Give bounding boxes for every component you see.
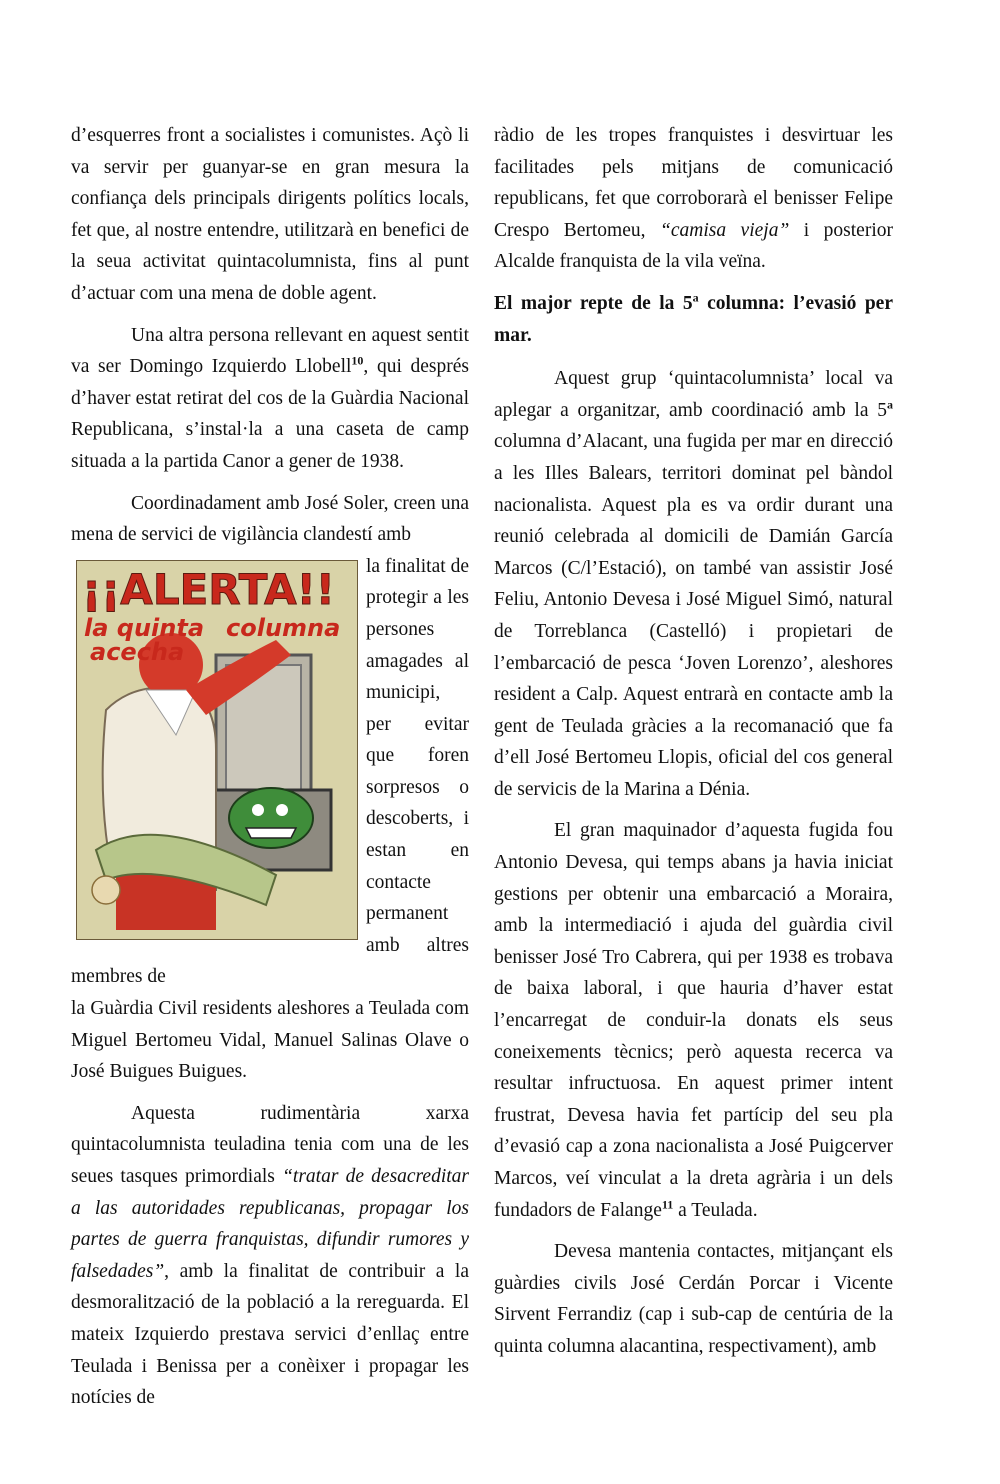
poster-image [76, 560, 358, 940]
paragraph-text: , amb la finalitat de contribuir a la desmoralització de la població a la rereguarda. El mateix Izquierdo prestava servici d’enllaç entre Teulada i Benissa per a conèixer i propagar les notícies de [71, 1260, 469, 1409]
paragraph-text: ràdio de les tropes franquistes i desvirtuar les facilitades pels mitjans de comunicació republicans, fet que corroborarà el benisser Felipe Crespo Bertomeu, [494, 125, 893, 241]
quinta-columna-poster-illustration [76, 560, 358, 940]
poster-subtitle: acecha [90, 637, 185, 666]
paragraph [494, 815, 893, 1226]
poster-title: ¡¡ALERTA!! [82, 564, 335, 614]
section-heading [494, 288, 893, 351]
paragraph: d’esquerres front a socialistes i comunistes. Açò li va servir per guanyar-se en gran mesura la confiança dels principals dirigents polítics locals, fet que, al nostre entendre, utilitzarà en benefici de la seua activitat quintacolumnista, fins al punt d’actuar com una mena de doble agent. [71, 125, 469, 304]
paragraph-text: a Teulada. [673, 1199, 758, 1221]
paragraph [494, 363, 893, 805]
heading-text: El major repte de la 5 [494, 292, 693, 314]
wrapped-text: la finalitat de protegir a les persones amagades al municipi, per evitar que foren sorpresos o descoberts, i estan en contacte permanent amb altres membres de [71, 555, 469, 988]
footnote-ref[interactable]: 10 [351, 353, 364, 368]
paragraph: Coordinadament amb José Soler, creen una mena de servici de vigilància clandestí amb [71, 492, 469, 546]
paragraph [494, 120, 893, 278]
heading-text: columna: l’evasió per mar. [494, 292, 893, 346]
paragraph-text: Aquesta rudimentària xarxa quintacolumnista teuladina tenia com una de les seues tasques primordials [71, 1102, 469, 1187]
paragraph [71, 320, 469, 478]
paragraph [71, 1098, 469, 1414]
poster-subtitle: la quinta [84, 613, 205, 642]
paragraph-text: El gran maquinador d’aquesta fugida fou Antonio Devesa, qui temps abans ja havia iniciat gestions per obtenir una embarcació a Moraira, amb la intermediació i ajuda del guàrdia civil benisser José Tro Cabrera, qui per 1938 es trobava de baixa laboral, i que hauria d’haver estat l’encarregat de conduir-la donats els seus coneixements tècnics; però aquesta recerca va resultar infructuosa. En aquest primer intent frustrat, Devesa havia fet partícip del seu pla d’evasió cap a zona nacionalista a José Puigcerver Marcos, veí vinculat a la dreta agrària i un dels fundadors de Falange [494, 820, 893, 1221]
paragraph: la Guàrdia Civil residents aleshores a Teulada com Miguel Bertomeu Vidal, Manuel Salinas Olave o José Buigues Buigues. [71, 998, 469, 1083]
right-column [494, 120, 893, 1373]
paragraph-text: Aquest grup ‘quintacolumnista’ local va aplegar a organitzar, amb coordinació amb la 5 [494, 368, 893, 421]
paragraph: Devesa mantenia contactes, mitjançant els guàrdies civils José Cerdán Porcar i Vicente Sirvent Ferrandiz (cap i sub-cap de centúria de la quinta columna alacantina, respectivament), amb [494, 1241, 893, 1357]
paragraph-text: i posterior Alcalde franquista de la vila veïna. [494, 219, 893, 273]
paragraph-text: , qui després d’haver estat retirat del cos de la Guàrdia Nacional Republicana, s’instal·la a una caseta de camp situada a la partida Canor a gener de 1938. [71, 356, 469, 472]
footnote-ref[interactable]: 11 [661, 1197, 674, 1212]
ordinal-sup: a [692, 290, 699, 305]
quote: “tratar de desacreditar a las autoridades republicanas, propagar los partes de guerra franquistas, difundir rumores y falsedades” [71, 1166, 470, 1282]
paragraph-text: columna d’Alacant, una fugida per mar en direcció a les Illes Balears, territori dominat pel bàndol nacionalista. Aquest pla es va ordir durant una reunió celebrada al domicili de Damián García Marcos (C/l’Estació), on també van assistir José Feliu, Antonio Devesa i José Miguel Simó, natural de Torreblanca (Castelló) i propietari de l’embarcació de pesca ‘Joven Lorenzo’, aleshores resident a Calp. Aquest entrarà en contacte amb la gent de Teulada gràcies a la recomanació que fa d’ell José Bertomeu Llopis, oficial del cos general de servicis de la Marina a Dénia. [494, 431, 893, 800]
ordinal-sup: a [887, 397, 893, 412]
left-column [71, 120, 469, 1424]
paragraph-text: Una altra persona rellevant en aquest sentit va ser Domingo Izquierdo Llobell [71, 324, 469, 378]
quote: “camisa vieja” [659, 219, 790, 241]
poster-subtitle: columna [226, 613, 341, 642]
